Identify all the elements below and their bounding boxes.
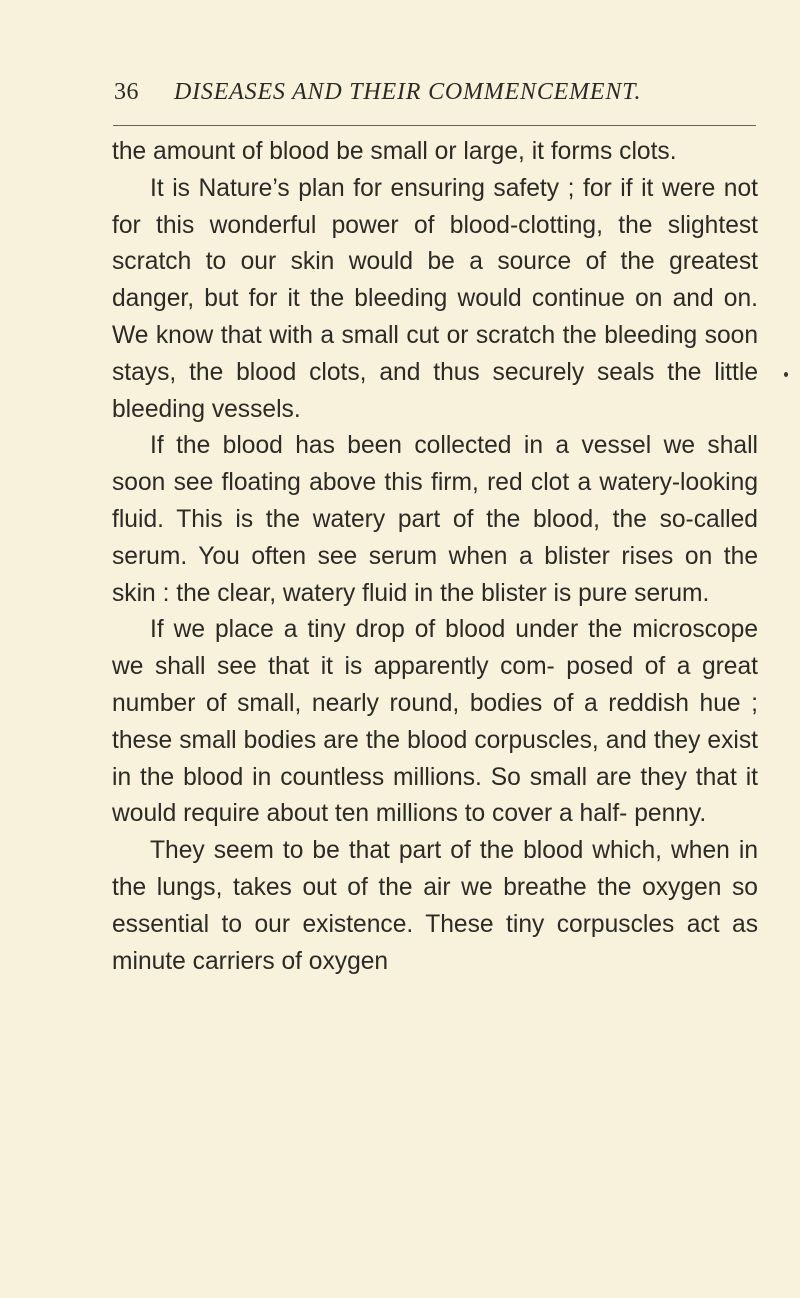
paragraph-natures-plan: It is Nature’s plan for ensuring safety ; for if it were not for this wonderful power of blood-clotting, the slightest scratch to our skin would be a source of the greatest danger, but for it the bleeding would continue on and on. We know that with a small cut or scratch the bleeding soon stays, the blood clots, and thus securely seals the little bleeding vessels. [112,174,758,423]
paragraph-continuation: the amount of blood be small or large, it forms clots. [112,138,677,165]
paragraph-oxygen: They seem to be that part of the blood which, when in the lungs, takes out of the air we breathe the oxygen so essential to our existence. These tiny corpuscles act as minute carriers of oxygen [112,837,758,975]
paragraph-serum: If the blood has been collected in a vessel we shall soon see floating above this firm, red clot a watery-looking fluid. This is the watery part of the blood, the so-called serum. You often see serum when a blister rises on the skin : the clear, watery fluid in the blister is pure serum. [112,432,758,607]
body-text [112,134,758,980]
margin-speck [784,372,788,377]
running-title: DISEASES AND THEIR COMMENCEMENT. [174,79,642,105]
page-number: 36 [114,79,139,105]
header-rule [113,125,756,126]
running-header [114,76,754,108]
paragraph-microscope: If we place a tiny drop of blood under the microscope we shall see that it is apparently com- posed of a great number of small, nearly round, bodies of a reddish hue ; these small bodies are the blood corpuscles, and they exist in the blood in countless millions. So small are they that it would require about ten millions to cover a half- penny. [112,616,758,828]
